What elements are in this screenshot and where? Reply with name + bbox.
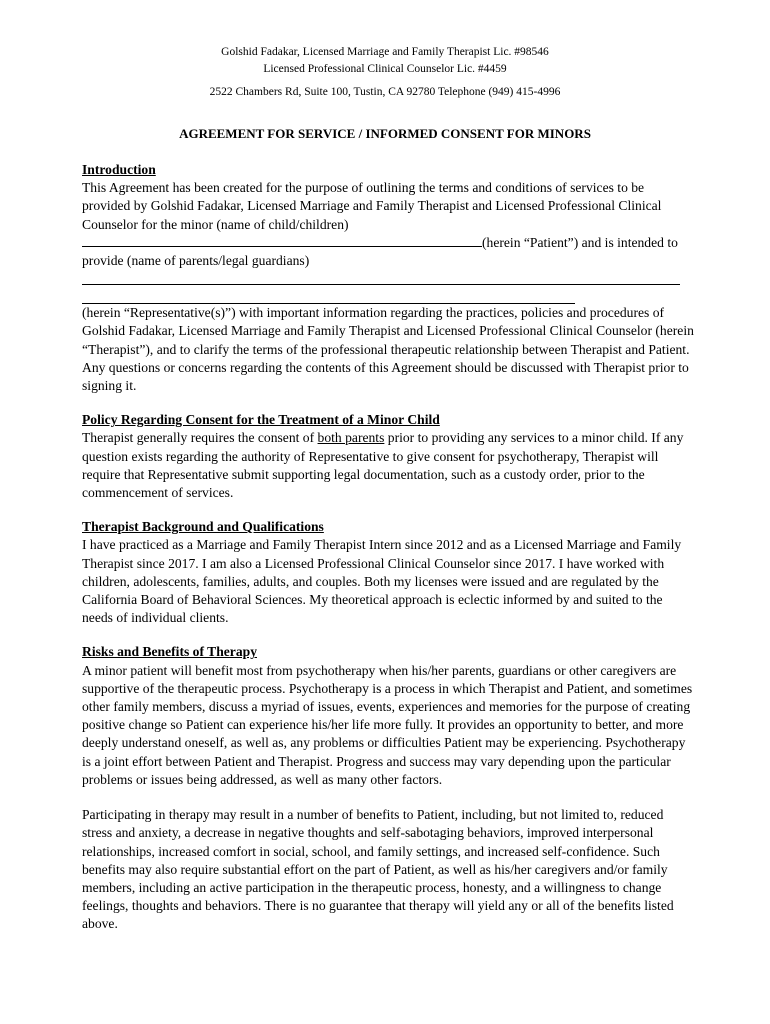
document-page: [82, 44, 694, 934]
child-name-field[interactable]: [82, 234, 482, 247]
consent-emphasis: both parents: [317, 430, 385, 446]
consent-section: [82, 411, 694, 502]
introduction-text-b: (herein “Patient”) and is intended to provide (name of parents/legal guardians): [82, 234, 678, 269]
guardian-name-field-1[interactable]: [82, 272, 680, 285]
consent-heading: Policy Regarding Consent for the Treatment of a Minor Child: [82, 412, 440, 428]
introduction-text-a: This Agreement has been created for the purpose of outlining the terms and conditions of services to be provided by Golshid Fadakar, Licensed Marriage and Family Therapist and Licensed Professional Clinical Counselor for the minor (name of child/children): [82, 180, 662, 232]
document-title: AGREEMENT FOR SERVICE / INFORMED CONSENT FOR MINORS: [179, 126, 591, 141]
risks-section: [82, 643, 694, 933]
risks-heading: Risks and Benefits of Therapy: [82, 644, 257, 660]
letterhead-line-2: Licensed Professional Clinical Counselor Lic. #4459: [263, 63, 507, 75]
background-section: [82, 518, 694, 627]
letterhead-address: 2522 Chambers Rd, Suite 100, Tustin, CA 92780 Telephone (949) 415-4996: [209, 86, 561, 98]
letterhead-line-1: Golshid Fadakar, Licensed Marriage and Family Therapist Lic. #98546: [221, 46, 549, 58]
consent-text-a: Therapist generally requires the consent of: [82, 430, 315, 446]
introduction-text-c: (herein “Representative(s)”) with important information regarding the practices, policies and procedures of Golshid Fadakar, Licensed Marriage and Family Therapist and Licensed Professional Clinical Counselor (herein “Therapist”), and to clarify the terms of the professional therapeutic relationship between Therapist and Patient. Any questions or concerns regarding the contents of this Agreement should be discussed with Therapist prior to signing it.: [82, 305, 694, 394]
guardian-name-field-2[interactable]: [82, 291, 575, 304]
risks-paragraph-2: Participating in therapy may result in a number of benefits to Patient, including, but not limited to, reduced stress and anxiety, a decrease in negative thoughts and self-sabotaging behaviors, improved interpersonal relationships, increased comfort in social, school, and family settings, and increased self-confidence. Such benefits may also require substantial effort on the part of Patient, as well as his/her caregivers and/or family members, including an active participation in the therapeutic process, honesty, and a willingness to change feelings, thoughts and behaviors. There is no guarantee that therapy will yield any or all of the benefits listed above.: [82, 807, 674, 932]
introduction-heading: Introduction: [82, 162, 156, 177]
letterhead: [0, 44, 770, 101]
background-heading: Therapist Background and Qualifications: [82, 519, 324, 535]
introduction-body: [82, 179, 694, 395]
consent-text-b: prior to providing any services to a minor child. If any question exists regarding the authority of Representative to give consent for psychotherapy, Therapist will require that Representative submit supporting legal documentation, such as a custody order, prior to the commencement of services.: [82, 430, 684, 501]
introduction-section: [82, 161, 694, 395]
background-body: I have practiced as a Marriage and Family Therapist Intern since 2012 and as a Licensed Marriage and Family Therapist since 2017. I am also a Licensed Professional Clinical Counselor since 2017. I have worked with children, adolescents, families, adults, and couples. Both my licenses were issued and are regulated by the California Board of Behavioral Sciences. My theoretical approach is eclectic informed by and suited to the needs of individual clients.: [82, 537, 682, 626]
risks-paragraph-1: A minor patient will benefit most from psychotherapy when his/her parents, guardians or other caregivers are supportive of the therapeutic process. Psychotherapy is a process in which Therapist and Patient, and sometimes other family members, discuss a myriad of issues, events, experiences and memories for the purpose of creating positive change so Patient can experience his/her life more fully. It provides an opportunity to better, and more deeply understand oneself, as well as, any problems or difficulties Patient may be experiencing. Psychotherapy is a joint effort between Patient and Therapist. Progress and success may vary depending upon the particular problems or issues being addressed, as well as many other factors.: [82, 662, 693, 787]
consent-body: [82, 429, 694, 502]
